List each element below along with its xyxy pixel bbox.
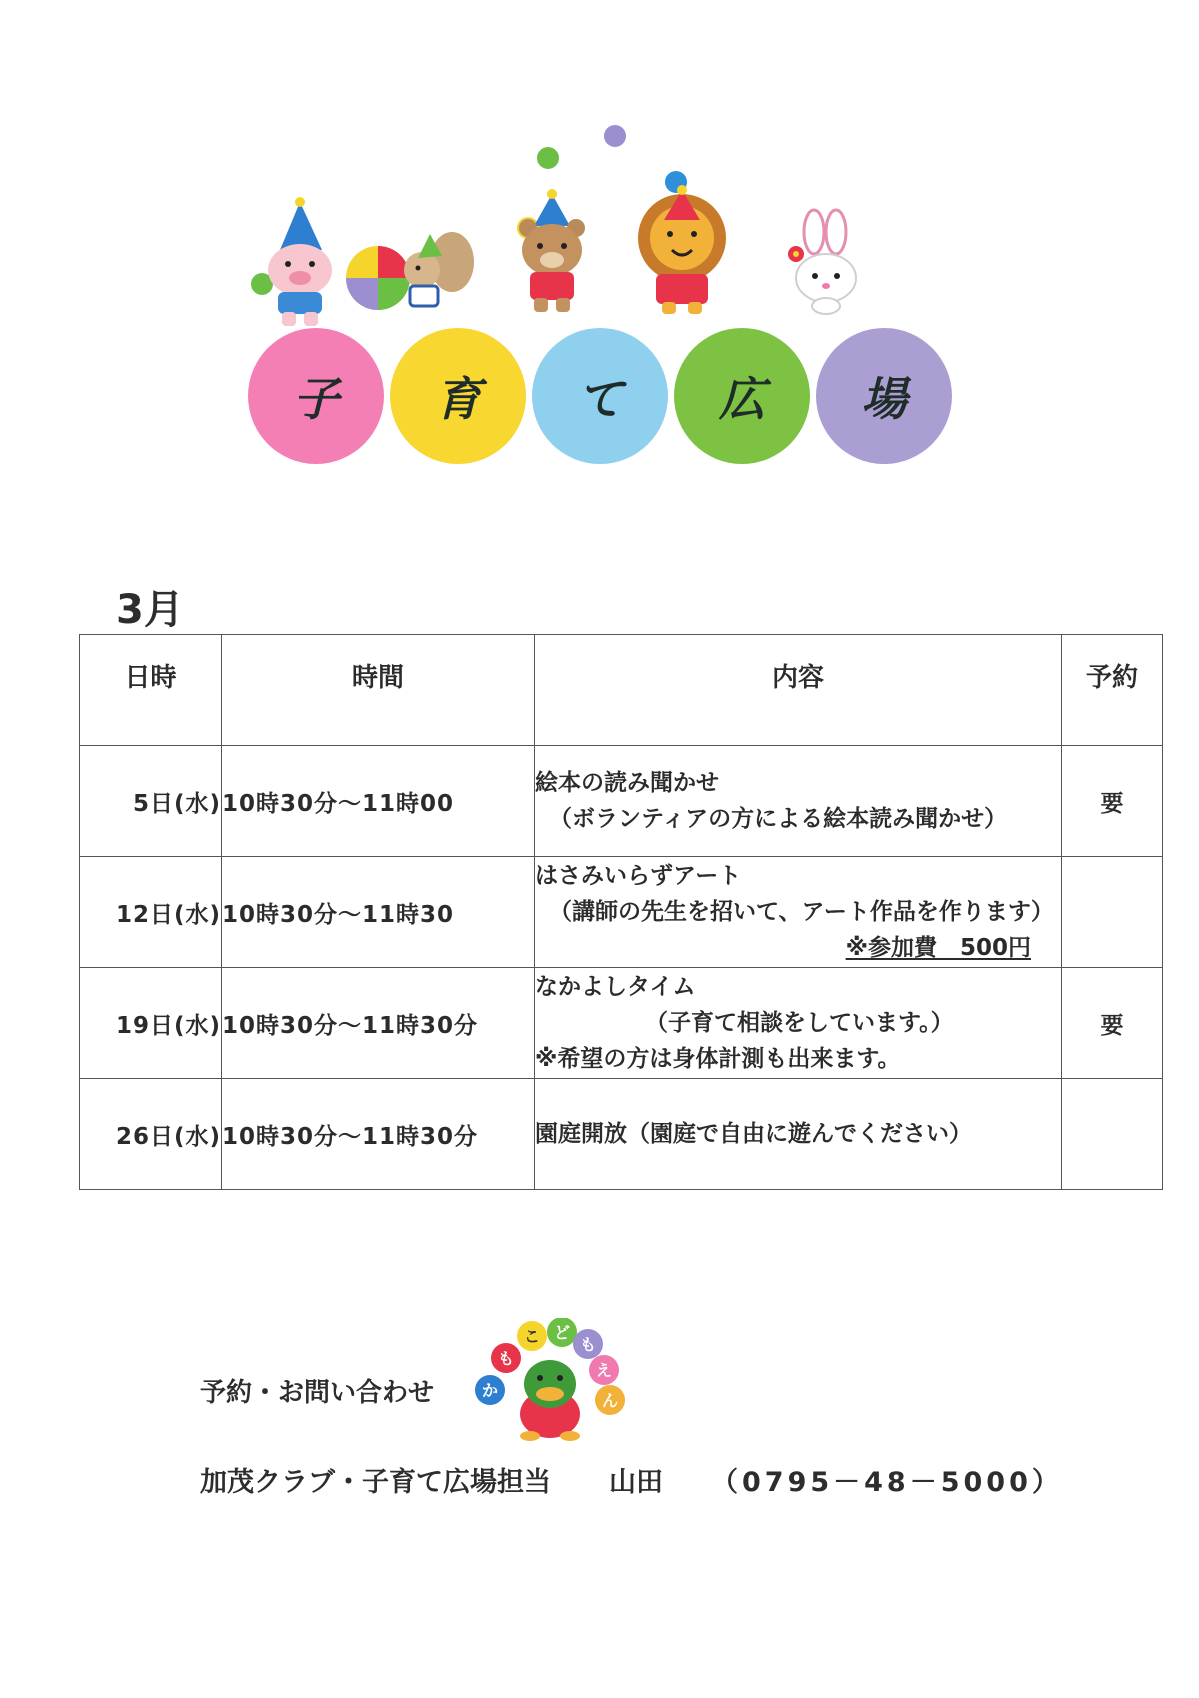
title-ball-4 [674, 328, 810, 464]
row-reservation: 要 [1062, 968, 1163, 1079]
juggling-ball-green [537, 147, 559, 169]
row-content [535, 746, 1062, 857]
content-line: ※希望の方は身体計測も出来ます。 [535, 1046, 901, 1072]
row-date: 26日(水) [80, 1079, 222, 1190]
title-ball-1 [248, 328, 384, 464]
contact-person: 山田 [609, 1467, 663, 1498]
rabbit-icon [788, 210, 856, 314]
lion-icon [638, 185, 726, 314]
logo-letter-5: も [579, 1335, 597, 1354]
logo-letter-3: こ [523, 1327, 541, 1346]
content-line: 絵本の読み聞かせ [535, 770, 719, 796]
header-content: 内容 [535, 635, 1062, 746]
row-date: 19日(水) [80, 968, 222, 1079]
logo-letter-4: ど [553, 1323, 571, 1342]
table-row [80, 857, 1163, 968]
row-time: 10時30分～11時30分 [222, 968, 535, 1079]
content-line: 園庭開放（園庭で自由に遊んでください） [535, 1121, 972, 1147]
title-char-3: て [577, 372, 623, 426]
content-line: （講師の先生を招いて、アート作品を作ります） [549, 899, 1054, 925]
duck-icon [520, 1360, 580, 1441]
contact-line [200, 1460, 1063, 1499]
logo-letter-7: ん [601, 1391, 619, 1410]
row-content [535, 968, 1062, 1079]
content-line: （ボランティアの方による絵本読み聞かせ） [549, 806, 1008, 832]
logo-letter-6: え [595, 1361, 613, 1380]
participation-fee: ※参加費 500円 [845, 935, 1031, 961]
title-char-2: 育 [435, 372, 481, 426]
bear-icon [519, 189, 585, 312]
row-content [535, 1079, 1062, 1190]
row-reservation [1062, 857, 1163, 968]
row-content [535, 857, 1062, 968]
juggling-ball-purple [604, 125, 626, 147]
page-header [230, 110, 970, 470]
header-date: 日時 [80, 635, 222, 746]
phone-number: （0795－48－5000） [711, 1467, 1063, 1498]
title-ball-3 [532, 328, 668, 464]
content-line: はさみいらずアート [535, 863, 742, 889]
logo-letter-2: も [497, 1349, 515, 1368]
table-row [80, 1079, 1163, 1190]
organization-name: 加茂クラブ・子育て広場担当 [200, 1467, 551, 1498]
row-time: 10時30分～11時30 [222, 857, 535, 968]
table-header-row [80, 635, 1163, 746]
kamo-kodomoen-logo [470, 1318, 630, 1448]
title-ball-5 [816, 328, 952, 464]
row-reservation: 要 [1062, 746, 1163, 857]
content-line: （子育て相談をしています。） [645, 1010, 954, 1036]
content-line: なかよしタイム [535, 974, 696, 1000]
table-row [80, 968, 1163, 1079]
header-time: 時間 [222, 635, 535, 746]
logo-letter-1: か [481, 1381, 499, 1400]
row-date: 5日(水) [80, 746, 222, 857]
squirrel-icon [346, 232, 474, 310]
title-ball-2 [390, 328, 526, 464]
schedule-table [79, 634, 1163, 1190]
row-time: 10時30分～11時00 [222, 746, 535, 857]
title-char-4: 広 [719, 372, 765, 426]
month-heading: 3月 [116, 587, 184, 633]
title-balls [248, 328, 958, 468]
header-reservation: 予約 [1062, 635, 1163, 746]
table-row [80, 746, 1163, 857]
title-char-1: 子 [293, 372, 339, 426]
row-reservation [1062, 1079, 1163, 1190]
row-time: 10時30分～11時30分 [222, 1079, 535, 1190]
pig-icon [268, 197, 332, 326]
row-date: 12日(水) [80, 857, 222, 968]
title-char-5: 場 [861, 372, 907, 426]
contact-label: 予約・お問い合わせ [200, 1378, 435, 1408]
